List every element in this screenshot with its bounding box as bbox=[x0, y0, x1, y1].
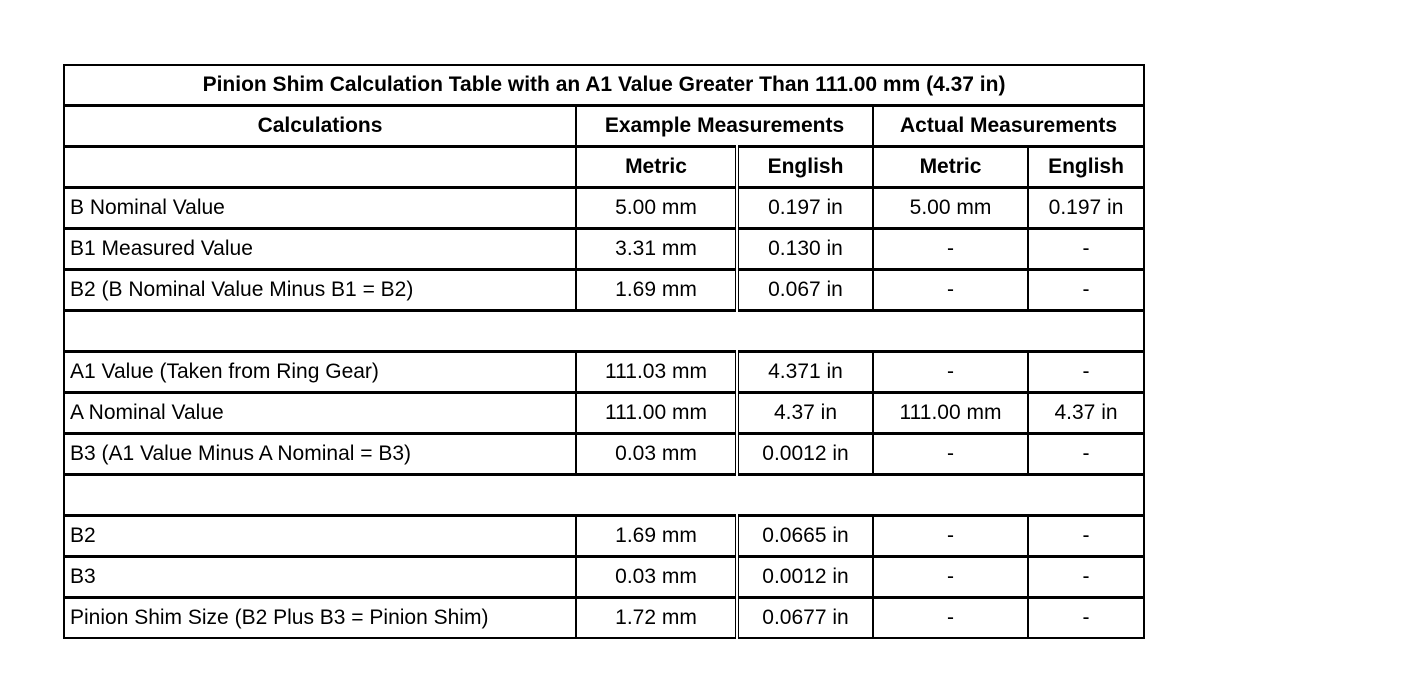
actual-metric-value: - bbox=[873, 515, 1028, 556]
actual-english-value: - bbox=[1028, 228, 1144, 269]
table-row bbox=[64, 351, 1144, 392]
table-row bbox=[64, 269, 1144, 310]
spacer-row bbox=[64, 310, 1144, 351]
pinion-shim-table bbox=[63, 64, 1145, 639]
example-english-value: 0.130 in bbox=[737, 228, 873, 269]
row-label: A1 Value (Taken from Ring Gear) bbox=[64, 351, 576, 392]
actual-metric-value: - bbox=[873, 228, 1028, 269]
actual-metric-value: 5.00 mm bbox=[873, 187, 1028, 228]
table-row bbox=[64, 392, 1144, 433]
actual-english-value: 0.197 in bbox=[1028, 187, 1144, 228]
table-row bbox=[64, 597, 1144, 638]
actual-metric-value: - bbox=[873, 433, 1028, 474]
example-english-value: 0.0012 in bbox=[737, 433, 873, 474]
row-label: B3 bbox=[64, 556, 576, 597]
example-metric-value: 0.03 mm bbox=[576, 433, 737, 474]
table-row bbox=[64, 433, 1144, 474]
subheader-empty bbox=[64, 146, 576, 187]
example-english-value: 0.067 in bbox=[737, 269, 873, 310]
example-metric-value: 111.03 mm bbox=[576, 351, 737, 392]
example-metric-value: 111.00 mm bbox=[576, 392, 737, 433]
subheader-example-english: English bbox=[737, 146, 873, 187]
actual-metric-value: - bbox=[873, 269, 1028, 310]
example-metric-value: 1.69 mm bbox=[576, 515, 737, 556]
header-example-measurements: Example Measurements bbox=[576, 105, 873, 146]
table-title: Pinion Shim Calculation Table with an A1 Value Greater Than 111.00 mm (4.37 in) bbox=[64, 65, 1144, 105]
table-row bbox=[64, 515, 1144, 556]
actual-metric-value: 111.00 mm bbox=[873, 392, 1028, 433]
example-english-value: 0.0665 in bbox=[737, 515, 873, 556]
subheader-actual-metric: Metric bbox=[873, 146, 1028, 187]
example-english-value: 0.0677 in bbox=[737, 597, 873, 638]
actual-metric-value: - bbox=[873, 556, 1028, 597]
row-label: Pinion Shim Size (B2 Plus B3 = Pinion Shim) bbox=[64, 597, 576, 638]
row-label: B3 (A1 Value Minus A Nominal = B3) bbox=[64, 433, 576, 474]
actual-english-value: - bbox=[1028, 556, 1144, 597]
example-metric-value: 1.69 mm bbox=[576, 269, 737, 310]
header-calculations: Calculations bbox=[64, 105, 576, 146]
actual-english-value: - bbox=[1028, 597, 1144, 638]
row-label: A Nominal Value bbox=[64, 392, 576, 433]
example-metric-value: 0.03 mm bbox=[576, 556, 737, 597]
example-english-value: 4.37 in bbox=[737, 392, 873, 433]
table-row bbox=[64, 556, 1144, 597]
subheader-example-metric: Metric bbox=[576, 146, 737, 187]
example-metric-value: 1.72 mm bbox=[576, 597, 737, 638]
actual-metric-value: - bbox=[873, 351, 1028, 392]
table-row bbox=[64, 187, 1144, 228]
actual-english-value: - bbox=[1028, 515, 1144, 556]
row-label: B Nominal Value bbox=[64, 187, 576, 228]
table-row bbox=[64, 228, 1144, 269]
row-label: B2 (B Nominal Value Minus B1 = B2) bbox=[64, 269, 576, 310]
subheader-actual-english: English bbox=[1028, 146, 1144, 187]
example-english-value: 0.0012 in bbox=[737, 556, 873, 597]
spacer-row bbox=[64, 474, 1144, 515]
actual-english-value: - bbox=[1028, 433, 1144, 474]
actual-english-value: - bbox=[1028, 351, 1144, 392]
row-label: B2 bbox=[64, 515, 576, 556]
spacer-cell bbox=[64, 474, 1144, 515]
actual-metric-value: - bbox=[873, 597, 1028, 638]
actual-english-value: - bbox=[1028, 269, 1144, 310]
spacer-cell bbox=[64, 310, 1144, 351]
header-actual-measurements: Actual Measurements bbox=[873, 105, 1144, 146]
actual-english-value: 4.37 in bbox=[1028, 392, 1144, 433]
row-label: B1 Measured Value bbox=[64, 228, 576, 269]
example-metric-value: 3.31 mm bbox=[576, 228, 737, 269]
example-metric-value: 5.00 mm bbox=[576, 187, 737, 228]
example-english-value: 4.371 in bbox=[737, 351, 873, 392]
example-english-value: 0.197 in bbox=[737, 187, 873, 228]
